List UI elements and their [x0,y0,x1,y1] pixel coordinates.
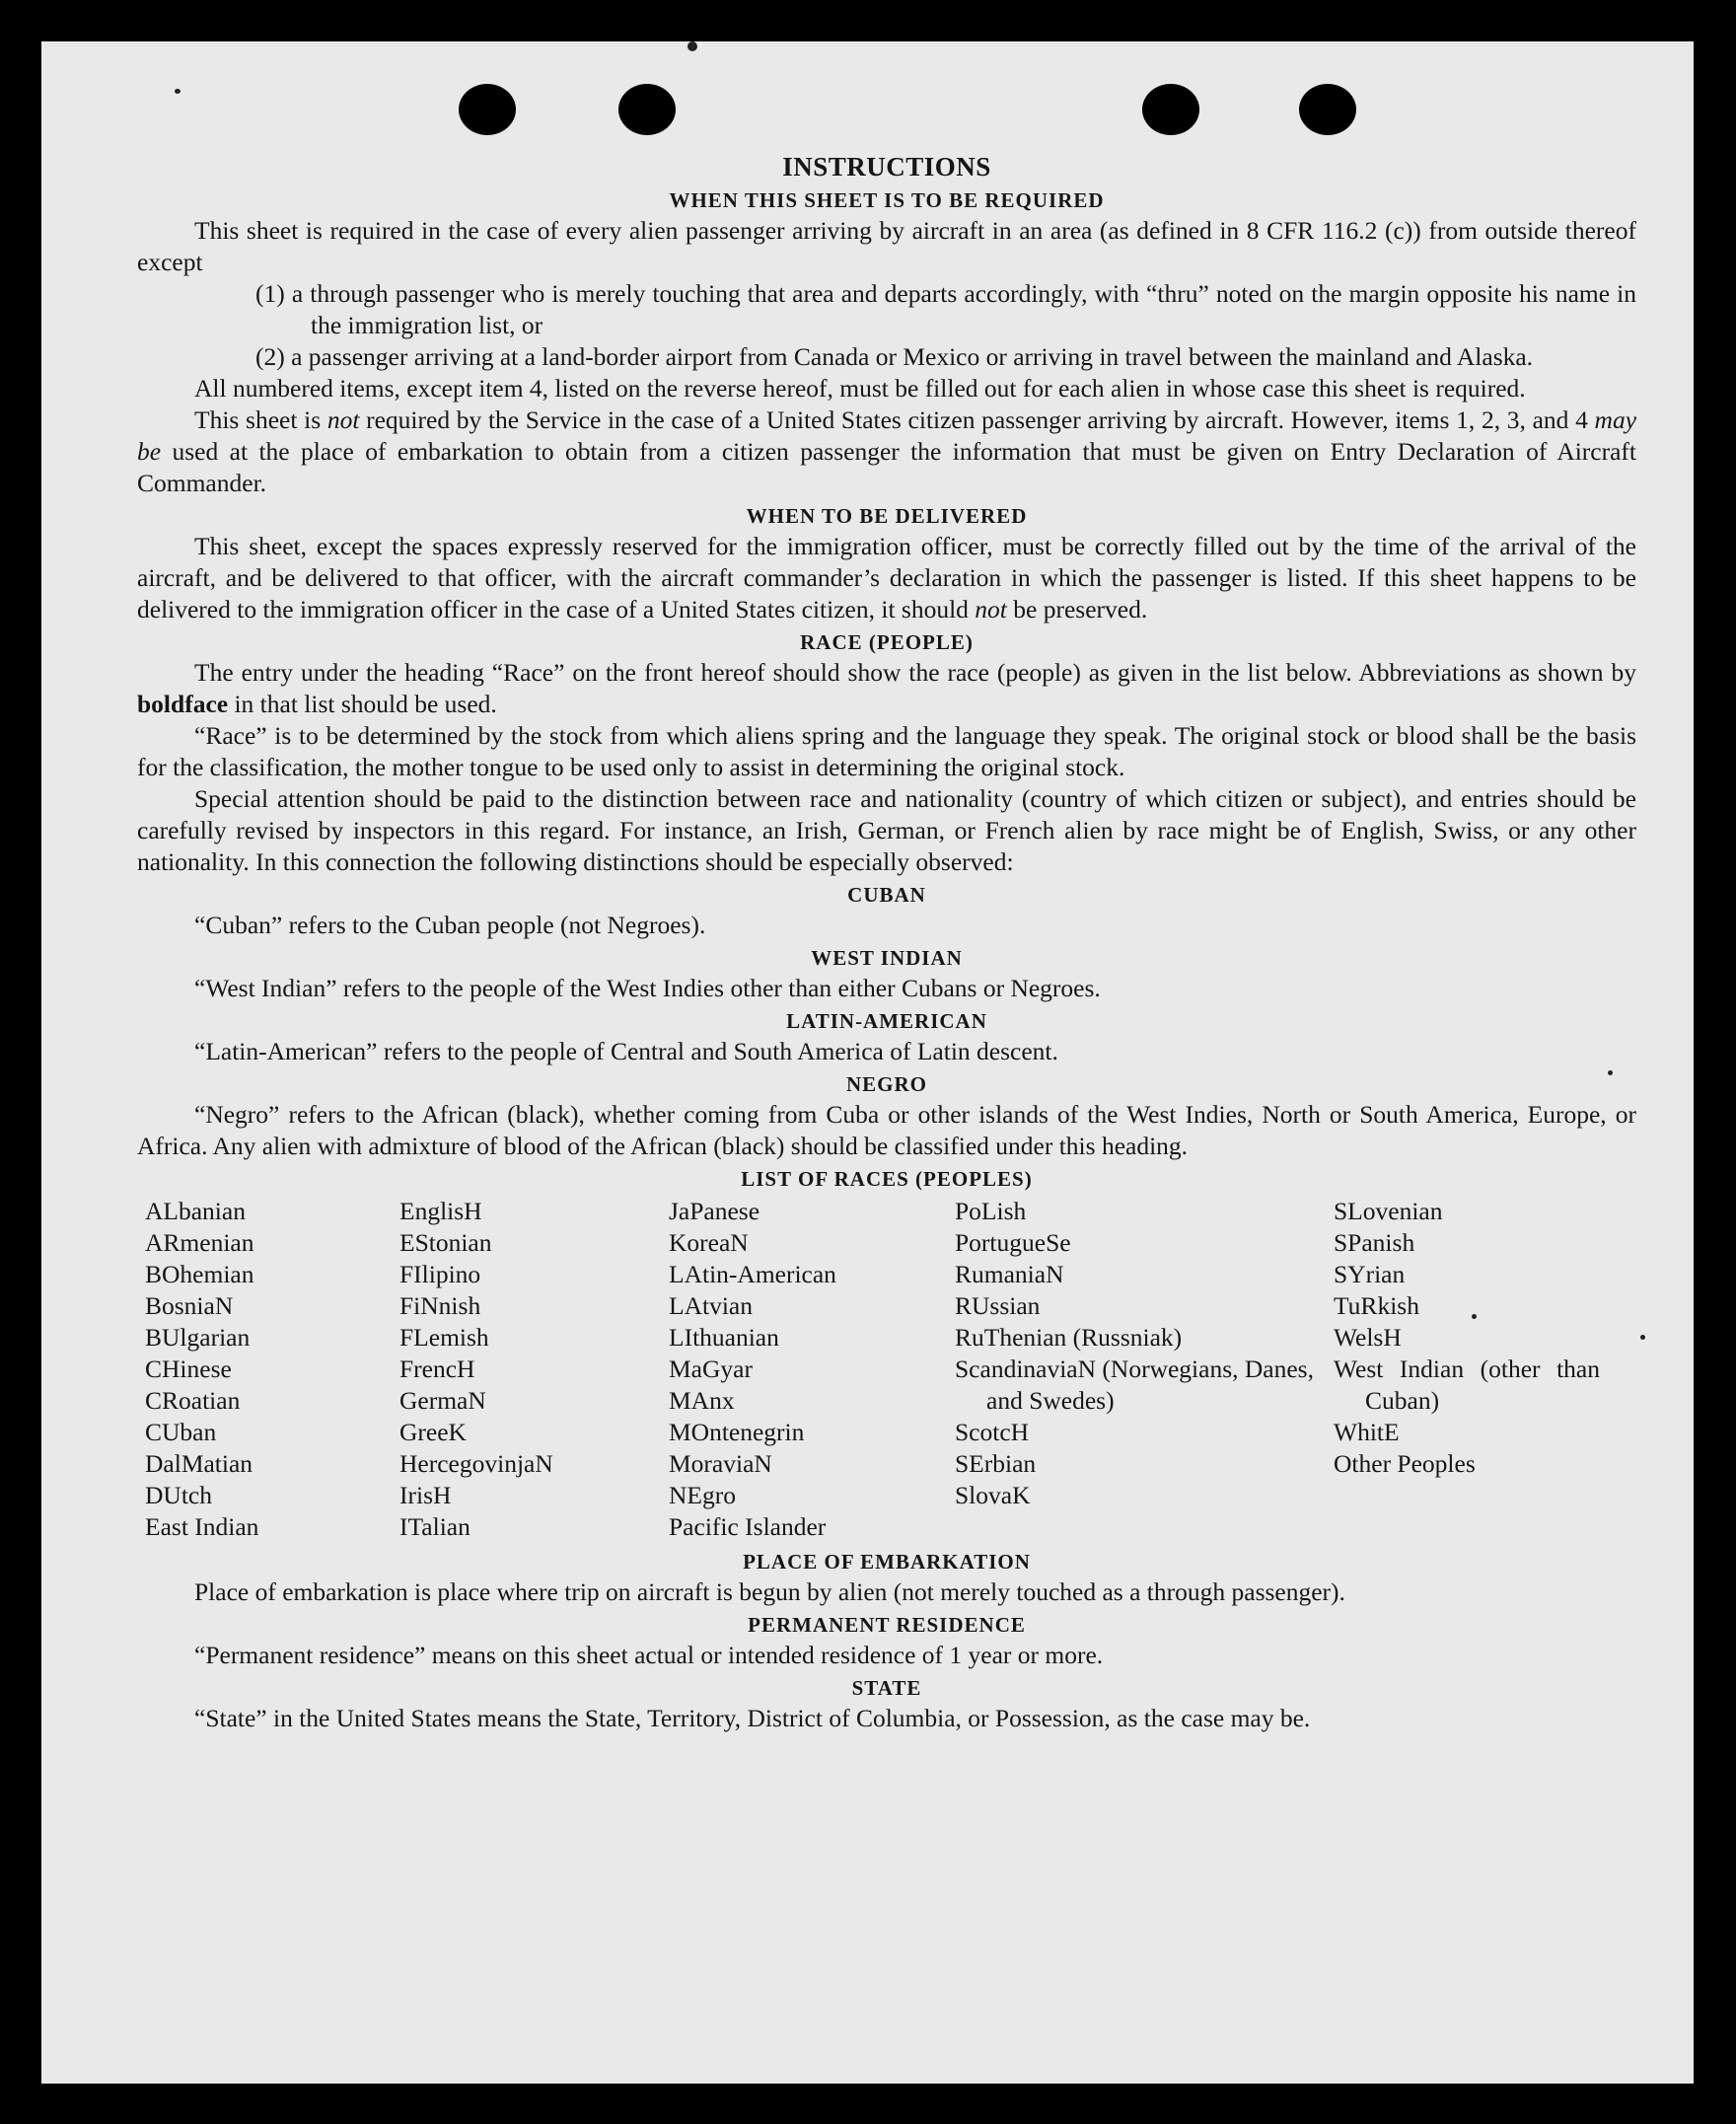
race-item: RuThenian (Russniak) [955,1323,1183,1352]
list-item: (1) a through passenger who is merely touching that area and departs accordingly, with “thru” noted on the margin opposite his name in the immigration list, or [255,279,1636,339]
paragraph: “Race” is to be determined by the stock from which aliens spring and the language they speak. The original stock or blood shall be the basis for the classification, the mother tongue to be used only to assist in determining the original stock. [137,721,1636,781]
race-item: IrisH [399,1481,452,1509]
race-column-2 [399,1196,669,1543]
list-item: (2) a passenger arriving at a land-border airport from Canada or Mexico or arriving in travel between the mainland and Alaska. [255,342,1534,371]
heading-west-indian: WEST INDIAN [811,946,963,970]
race-item: TuRkish [1334,1291,1419,1320]
race-item: HercegovinjaN [399,1449,553,1478]
race-item: JaPanese [669,1197,760,1225]
race-item: CUban [145,1418,217,1446]
heading-cuban: CUBAN [847,883,926,907]
heading-race: RACE (PEOPLE) [800,630,974,654]
heading-permanent-residence: PERMANENT RESIDENCE [748,1613,1026,1637]
race-item: WhitE [1334,1418,1400,1446]
paragraph: “West Indian” refers to the people of the West Indies other than either Cubans or Negroes. [194,974,1101,1002]
race-list [145,1196,1636,1543]
paragraph: Place of embarkation is place where trip on aircraft is begun by alien (not merely touched as a through passenger). [194,1577,1345,1606]
race-item: FIlipino [399,1260,481,1288]
race-item: FrencH [399,1355,475,1383]
heading-latin-american: LATIN-AMERICAN [786,1009,987,1033]
race-item: Other Peoples [1334,1449,1476,1478]
race-item: MOntenegrin [669,1418,805,1446]
race-item: ITalian [399,1512,470,1541]
race-item: CHinese [145,1355,232,1383]
race-item: RUssian [955,1291,1041,1320]
race-item: SLovenian [1334,1197,1443,1225]
heading-when-delivered: WHEN TO BE DELIVERED [746,504,1028,528]
document-title: INSTRUCTIONS [782,152,991,182]
italic-text: not [326,405,360,434]
heading-when-required: WHEN THIS SHEET IS TO BE REQUIRED [669,188,1105,212]
race-item: DalMatian [145,1449,253,1478]
race-item: KoreaN [669,1228,749,1257]
race-item: ScotcH [955,1418,1030,1446]
race-item: East Indian [145,1512,259,1541]
race-item: LAtvian [669,1291,753,1320]
race-item: MAnx [669,1386,735,1415]
heading-embarkation: PLACE OF EMBARKATION [743,1550,1031,1574]
race-item: EStonian [399,1228,492,1257]
punch-hole [1142,84,1199,135]
race-item: NEgro [669,1481,736,1509]
italic-text: may be [137,405,1637,466]
race-column-5 [1334,1196,1600,1543]
race-item: Pacific Islander [669,1512,827,1541]
paragraph: This sheet is required in the case of every alien passenger arriving by aircraft in an area (as defined in 8 CFR 116.2 (c)) from outside thereof except [137,216,1636,276]
speck [1640,1335,1645,1340]
race-item: LIthuanian [669,1323,779,1352]
race-item: RumaniaN [955,1260,1064,1288]
race-column-4 [955,1196,1334,1543]
race-item: EnglisH [399,1197,482,1225]
race-item: ARmenian [145,1228,254,1257]
race-item: MaGyar [669,1355,753,1383]
race-item: DUtch [145,1481,212,1509]
paragraph: “Cuban” refers to the Cuban people (not Negroes). [194,911,706,939]
race-column-3 [669,1196,955,1543]
bold-text: boldface [137,690,229,718]
paragraph: “Permanent residence” means on this sheet actual or intended residence of 1 year or more. [194,1641,1104,1669]
race-item: PortugueSe [955,1228,1071,1257]
race-item: PoLish [955,1197,1027,1225]
speck [175,89,181,94]
paragraph: “Negro” refers to the African (black), whether coming from Cuba or other islands of the West Indies, North or South America, Europe, or Africa. Any alien with admixture of blood of the African (black) should be classified under this heading. [137,1100,1636,1160]
heading-state: STATE [851,1676,922,1700]
race-item: BUlgarian [145,1323,251,1352]
race-item: SlovaK [955,1481,1031,1509]
race-item: GermaN [399,1386,486,1415]
race-item: SYrian [1334,1260,1406,1288]
race-item: West Indian (other than Cuban) [1334,1355,1600,1415]
race-item: ScandinaviaN (Norwegians, Danes, and Swedes) [955,1355,1314,1415]
paragraph: This sheet, except the spaces expressly reserved for the immigration officer, must be correctly filled out by the time of the arrival of the aircraft, and be delivered to that officer, with the aircraft commander’s declaration in which the passenger is listed. If this sheet happens to be delivered to the immigration officer in the case of a United States citizen, it should not be preserved. [137,532,1636,623]
race-item: SPanish [1334,1228,1415,1257]
paragraph: Special attention should be paid to the distinction between race and nationality (country of which citizen or subject), and entries should be carefully revised by inspectors in this regard. For instance, an Irish, German, or French alien by race might be of English, Swiss, or any other nationality. In this connection the following distinctions should be especially observed: [137,784,1636,876]
race-item: SErbian [955,1449,1037,1478]
paragraph: All numbered items, except item 4, listed on the reverse hereof, must be filled out for each alien in whose case this sheet is required. [194,374,1526,403]
race-item: BOhemian [145,1260,254,1288]
race-item: MoraviaN [669,1449,772,1478]
race-item: FiNnish [399,1291,481,1320]
race-column-1 [145,1196,399,1543]
race-item: BosniaN [145,1291,234,1320]
race-item: FLemish [399,1323,489,1352]
punch-hole [618,84,676,135]
italic-text: not [975,595,1007,623]
race-item: WelsH [1334,1323,1402,1352]
heading-list-of-races: LIST OF RACES (PEOPLES) [741,1167,1033,1191]
paragraph: The entry under the heading “Race” on the front hereof should show the race (people) as given in the list below. Abbreviations as shown by boldface in that list should be used. [137,658,1636,718]
punch-hole [459,84,516,135]
race-item: LAtin-American [669,1260,836,1288]
race-item: CRoatian [145,1386,241,1415]
paragraph: “State” in the United States means the State, Territory, District of Columbia, or Possession, as the case may be. [194,1704,1311,1732]
speck [687,41,697,51]
paragraph: “Latin-American” refers to the people of Central and South America of Latin descent. [194,1037,1058,1065]
race-item: ALbanian [145,1197,246,1225]
punch-hole [1299,84,1356,135]
race-item: GreeK [399,1418,467,1446]
paragraph: This sheet is not required by the Service in the case of a United States citizen passenger arriving by aircraft. However, items 1, 2, 3, and 4 may be used at the place of embarkation to obtain from a citizen passenger the information that must be given on Entry Declaration of Aircraft Commander. [137,405,1637,497]
instructions-content [137,150,1636,1734]
heading-negro: NEGRO [845,1072,927,1096]
document-page [41,41,1694,2084]
